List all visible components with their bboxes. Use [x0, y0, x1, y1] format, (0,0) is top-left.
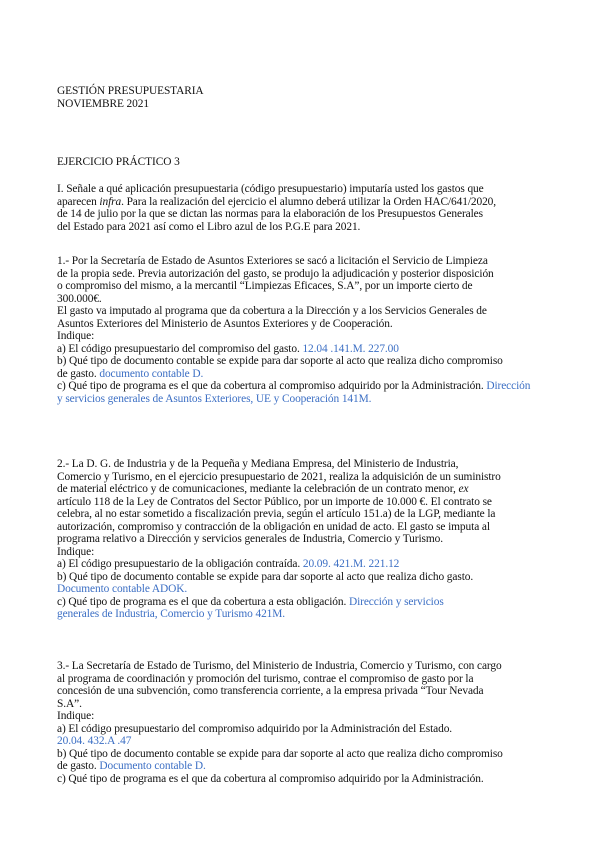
- question-1-line: 300.000€.: [57, 292, 102, 305]
- header-date: NOVIEMBRE 2021: [57, 97, 149, 110]
- question-2: [57, 458, 557, 621]
- instructions-text: aparecen: [57, 195, 100, 208]
- question-2-item-a: [57, 558, 557, 571]
- question-3-indique: Indique:: [57, 710, 95, 722]
- question-1: [57, 255, 557, 405]
- question-1-b-text: de gasto.: [57, 367, 100, 380]
- question-2-a-text: a) El código presupuestario de la obligación contraída.: [57, 558, 303, 570]
- question-2-c-text: c) Qué tipo de programa es el que da cobertura a esta obligación.: [57, 595, 349, 608]
- instructions-line: [57, 196, 557, 209]
- question-1-line: o compromiso del mismo, a la mercantil “Limpiezas Eficaces, S.A”, por un importe cierto de: [57, 280, 473, 292]
- question-3-line: al programa de coordinación y promoción del turismo, contrae el compromiso de gasto por la: [57, 672, 474, 685]
- question-2-indique: Indique:: [57, 545, 95, 558]
- question-1-b-text: b) Qué tipo de documento contable se expide para dar soporte al acto que realiza dicho compromiso: [57, 355, 503, 367]
- question-2-line: Comercio y Turismo, en el ejercicio presupuestario de 2021, realiza la adquisición de un suministro: [57, 470, 501, 483]
- question-1-item-b: [57, 368, 557, 381]
- exercise-title-text: EJERCICIO PRÁCTICO 3: [57, 156, 180, 168]
- question-1-line: Asuntos Exteriores del Ministerio de Asuntos Exteriores y de Cooperación.: [57, 317, 393, 330]
- question-3-b-text: de gasto.: [57, 760, 100, 772]
- question-2-line: programa relativo a Dirección y servicios generales de Industria, Comercio y Turismo.: [57, 533, 443, 545]
- question-2-line: autorización, compromiso y contracción de la obligación en unidad de acto. El gasto se imputa al: [57, 520, 490, 533]
- question-3-line: 3.- La Secretaría de Estado de Turismo, del Ministerio de Industria, Comercio y Turismo, con cargo: [57, 660, 502, 672]
- question-1-line: 1.- Por la Secretaría de Estado de Asuntos Exteriores se sacó a licitación el Servicio de Limpieza: [57, 255, 488, 267]
- question-2-a-answer: 20.09. 421.M. 221.12: [302, 558, 400, 570]
- question-3-a-text: a) El código presupuestario del compromiso adquirido por la Administración del Estado.: [57, 722, 453, 735]
- question-3: [57, 660, 557, 785]
- instructions-text: . Para la realización del ejercicio el alumno deberá utilizar la Orden HAC/641/2020,: [121, 195, 497, 208]
- question-1-c-answer: Dirección: [486, 380, 531, 392]
- exercise-title: [57, 156, 557, 169]
- instructions-italic-word: infra: [99, 195, 122, 208]
- question-1-line: El gasto va imputado al programa que da cobertura a la Dirección y a los Servicios Generales de: [57, 305, 487, 317]
- question-1-b-answer: documento contable D.: [99, 367, 204, 380]
- question-2-c-answer: Dirección y servicios: [348, 595, 444, 608]
- question-2-b-text: b) Qué tipo de documento contable se expide para dar soporte al acto que realiza dicho gasto.: [57, 570, 474, 583]
- question-3-b-answer: Documento contable D.: [99, 760, 206, 772]
- question-2-c-answer: generales de Industria, Comercio y Turismo 421M.: [57, 608, 286, 620]
- question-3-a-answer: 20.04. 432.A .47: [57, 735, 132, 747]
- question-1-item-c: [57, 380, 557, 393]
- question-2-line: 2.- La D. G. de Industria y de la Pequeña y Mediana Empresa, del Ministerio de Industria,: [57, 458, 459, 470]
- instructions-line: de 14 de julio por la que se dictan las normas para la elaboración de los Presupuestos Generales: [57, 208, 483, 220]
- question-2-b-answer: Documento contable ADOK.: [57, 583, 188, 595]
- question-1-indique: Indique:: [57, 330, 95, 342]
- instructions-line: del Estado para 2021 así como el Libro azul de los P.G.E para 2021.: [57, 220, 361, 233]
- question-2-item-c: [57, 596, 557, 609]
- question-1-c-text: c) Qué tipo de programa es el que da cobertura al compromiso adquirido por la Administración.: [57, 380, 487, 392]
- document-header: [57, 85, 557, 110]
- question-3-c-text: c) Qué tipo de programa es el que da cobertura al compromiso adquirido por la Administración.: [57, 772, 484, 785]
- question-3-item-b: [57, 760, 557, 773]
- question-2-text: de material eléctrico y de comunicaciones, mediante la celebración de un contrato menor,: [57, 483, 459, 495]
- question-3-b-text: b) Qué tipo de documento contable se expide para dar soporte al acto que realiza dicho compromiso: [57, 747, 503, 760]
- question-1-a-answer: 12.04 .141.M. 227.00: [302, 342, 399, 355]
- question-1-line: de la propia sede. Previa autorización del gasto, se produjo la adjudicación y posterior disposición: [57, 267, 494, 280]
- instructions-paragraph: [57, 183, 557, 233]
- header-title: GESTIÓN PRESUPUESTARIA: [57, 85, 204, 97]
- question-1-c-answer: y servicios generales de Asuntos Exteriores, UE y Cooperación 141M.: [57, 392, 372, 405]
- question-3-line: concesión de una subvención, como transferencia corriente, a la empresa privada “Tour Nevada: [57, 685, 484, 697]
- question-3-line: S.A”.: [57, 697, 82, 710]
- question-2-line: artículo 118 de la Ley de Contratos del Sector Público, por un importe de 10.000 €. El contrato se: [57, 495, 492, 508]
- question-2-line: celebra, al no estar sometido a fiscalización previa, según el artículo 151.a) de la LGP, mediante la: [57, 508, 496, 520]
- instructions-line: I. Señale a qué aplicación presupuestaria (código presupuestario) imputaría usted los gastos que: [57, 183, 484, 195]
- question-2-line: [57, 483, 557, 496]
- question-2-italic-word: ex: [458, 483, 469, 495]
- question-1-item-a: [57, 343, 557, 356]
- question-1-a-text: a) El código presupuestario del compromiso del gasto.: [57, 342, 303, 355]
